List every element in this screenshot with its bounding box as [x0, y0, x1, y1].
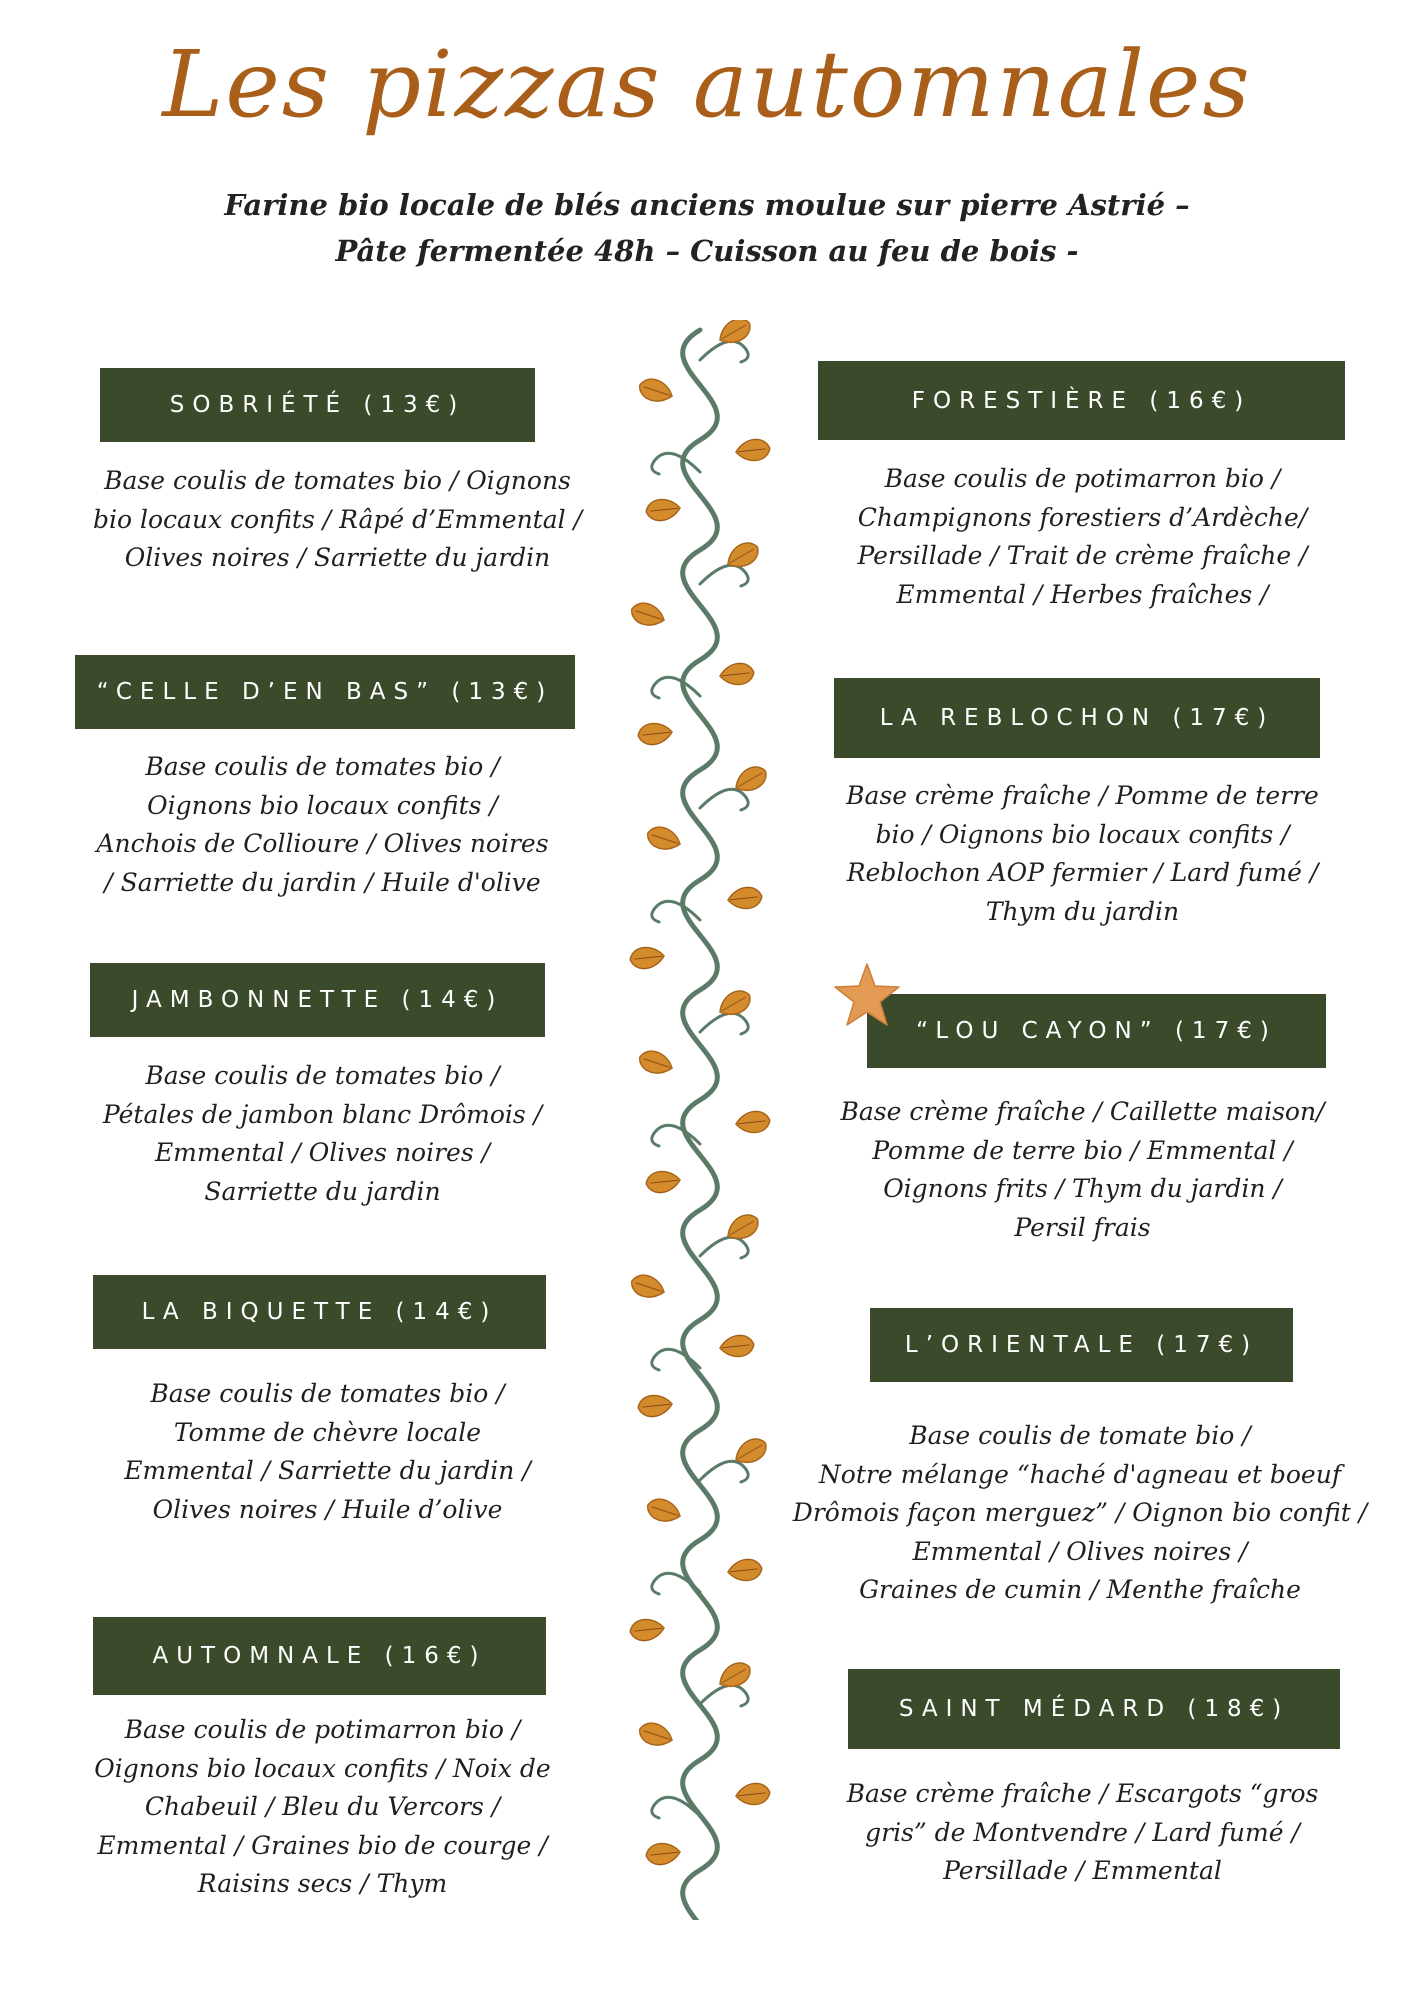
pizza-description [55, 1057, 590, 1211]
description-line: Anchois de Collioure / Olives noires [96, 829, 549, 858]
vine-tendril [700, 565, 748, 586]
description-line: Notre mélange “haché d'agneau et boeuf [818, 1459, 1342, 1489]
pizza-description [50, 1711, 595, 1904]
description-line: Base crème fraîche / Pomme de terre [846, 781, 1319, 810]
pizza-name-badge: LA REBLOCHON (17€) [834, 678, 1320, 758]
description-line: Tomme de chèvre locale [173, 1417, 482, 1447]
description-line: Oignons bio locaux confits / [147, 790, 498, 820]
pizza-name-badge: “LOU CAYON” (17€) [867, 994, 1326, 1068]
pizza-name-badge: L’ORIENTALE (17€) [870, 1308, 1293, 1382]
pizza-name-badge: SOBRIÉTÉ (13€) [100, 368, 535, 442]
description-line: Olives noires / Sarriette du jardin [124, 543, 551, 572]
description-line: Base coulis de potimarron bio / [124, 1715, 521, 1744]
description-line: Base coulis de tomates bio / [145, 1061, 500, 1090]
description-line: / Sarriette du jardin / Huile d'olive [104, 867, 541, 897]
vine-tendril [700, 1237, 748, 1258]
description-line: Persillade / Trait de crème fraîche / [857, 541, 1308, 570]
pizza-description [810, 777, 1355, 931]
description-line: Thym du jardin [985, 896, 1180, 926]
star-icon [832, 962, 902, 1028]
vine-tendril [652, 453, 700, 474]
description-line: bio / Oignons bio locaux confits / [875, 819, 1290, 849]
vine-tendril [700, 789, 748, 810]
subtitle-line: Farine bio locale de blés anciens moulue sur pierre Astrié – [224, 188, 1190, 222]
description-line: Persil frais [1014, 1212, 1151, 1242]
vine-tendril [700, 341, 748, 362]
vine-tendril [652, 677, 700, 698]
description-line: Base coulis de tomates bio / [150, 1379, 505, 1408]
description-line: Graines de cumin / Menthe fraîche [859, 1575, 1301, 1604]
description-line: Champignons forestiers d’Ardèche/ [857, 502, 1308, 532]
description-line: Olives noires / Huile d’olive [152, 1494, 503, 1524]
description-line: Reblochon AOP fermier / Lard fumé / [846, 858, 1319, 887]
pizza-description [805, 1093, 1360, 1247]
menu-subtitle [0, 182, 1414, 274]
pizza-name-badge: JAMBONNETTE (14€) [90, 963, 545, 1037]
description-line: Emmental / Olives noires / [912, 1536, 1248, 1566]
description-line: Drômois façon merguez” / Oignon bio confit / [792, 1498, 1368, 1527]
vine-tendril [652, 901, 700, 922]
vine-tendril [652, 1797, 700, 1818]
pizza-name-badge: AUTOMNALE (16€) [93, 1617, 546, 1695]
description-line: Oignons frits / Thym du jardin / [883, 1174, 1282, 1203]
pizza-name-badge: SAINT MÉDARD (18€) [848, 1669, 1340, 1749]
description-line: Chabeuil / Bleu du Vercors / [144, 1792, 501, 1821]
description-line: Emmental / Herbes fraîches / [896, 579, 1269, 609]
description-line: Pétales de jambon blanc Drômois / [102, 1099, 543, 1129]
description-line: Pomme de terre bio / Emmental / [872, 1135, 1293, 1165]
pizza-name-badge: “CELLE D’EN BAS” (13€) [75, 655, 575, 729]
pizza-description [55, 748, 590, 902]
vine-tendril [700, 1461, 748, 1482]
description-line: bio locaux confits / Râpé d’Emmental / [93, 504, 582, 534]
vine-tendril [652, 1573, 700, 1594]
pizza-description [810, 460, 1355, 614]
pizza-description [765, 1417, 1395, 1610]
autumn-vine-icon [615, 320, 785, 1920]
description-line: Raisins secs / Thym [197, 1869, 448, 1898]
pizza-name-badge: FORESTIÈRE (16€) [818, 361, 1345, 440]
description-line: Base coulis de tomates bio / Oignons [104, 466, 571, 495]
pizza-name-badge: LA BIQUETTE (14€) [93, 1275, 546, 1349]
vine-tendril [700, 1685, 748, 1706]
description-line: Base crème fraîche / Caillette maison/ [840, 1097, 1325, 1126]
description-line: gris” de Montvendre / Lard fumé / [865, 1817, 1300, 1847]
pizza-description [70, 462, 605, 578]
pizza-description [810, 1775, 1355, 1891]
description-line: Base crème fraîche / Escargots “gros [846, 1779, 1319, 1808]
description-line: Oignons bio locaux confits / Noix de [94, 1753, 551, 1783]
description-line: Emmental / Sarriette du jardin / [124, 1456, 531, 1485]
description-line: Emmental / Graines bio de courge / [97, 1830, 548, 1860]
subtitle-line: Pâte fermentée 48h – Cuisson au feu de bois - [335, 234, 1079, 268]
description-line: Base coulis de tomates bio / [145, 752, 500, 781]
description-line: Persillade / Emmental [943, 1856, 1222, 1885]
vine-tendril [700, 1013, 748, 1034]
description-line: Base coulis de potimarron bio / [884, 464, 1281, 493]
description-line: Emmental / Olives noires / [154, 1138, 491, 1167]
pizza-description [55, 1375, 600, 1529]
description-line: Sarriette du jardin [204, 1176, 441, 1206]
menu-title: Les pizzas automnales [162, 31, 1252, 138]
description-line: Base coulis de tomate bio / [909, 1421, 1251, 1450]
